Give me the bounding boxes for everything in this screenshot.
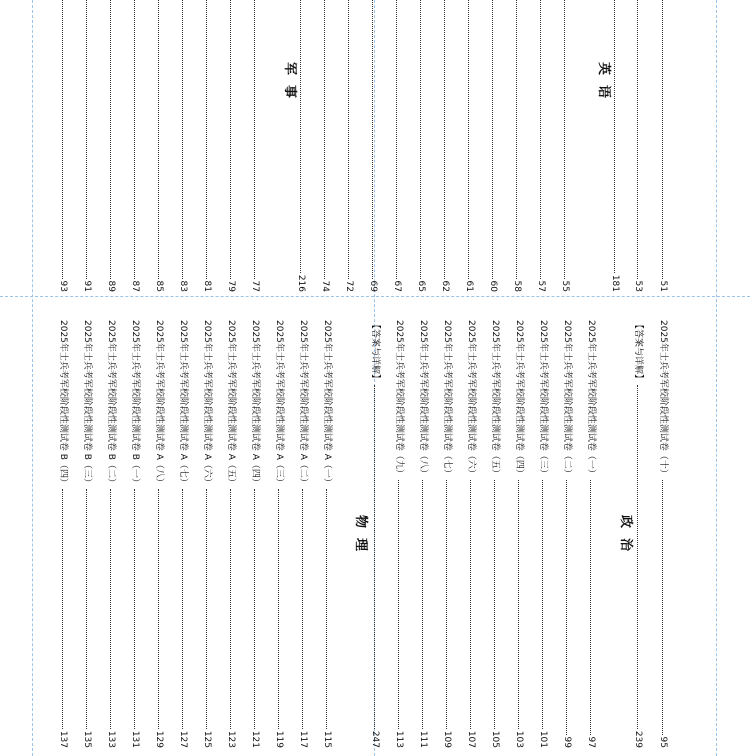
toc-entry-page: 131 bbox=[130, 730, 140, 748]
toc-entry-page: 117 bbox=[298, 730, 308, 748]
toc-entry-leader bbox=[303, 489, 304, 729]
toc-entry-leader bbox=[517, 0, 518, 279]
toc-entry-label: 2025年士兵考军校阶段性测试卷 A（一） bbox=[322, 320, 332, 487]
toc-entry-page: 137 bbox=[58, 730, 68, 748]
toc-entry-page: 103 bbox=[514, 730, 524, 748]
page-guide-left bbox=[32, 0, 33, 756]
toc-entry-leader bbox=[638, 385, 639, 729]
toc-entry-page: 123 bbox=[226, 730, 236, 748]
toc-entry-leader bbox=[255, 0, 256, 279]
toc-entry-page: 95 bbox=[658, 736, 668, 748]
toc-entry-leader bbox=[423, 480, 424, 729]
toc-entry-leader bbox=[447, 480, 448, 729]
toc-entry-label: 2025年士兵考军校阶段性测试卷（五） bbox=[490, 320, 500, 478]
toc-entry-page: 65 bbox=[416, 280, 426, 292]
page-divider bbox=[0, 296, 750, 297]
heading-military-text: 军事 bbox=[282, 62, 297, 109]
toc-entry-page: 53 bbox=[633, 280, 643, 292]
toc-entry-page: 101 bbox=[538, 730, 548, 748]
toc-entry-leader bbox=[567, 480, 568, 735]
toc-entry-leader bbox=[543, 480, 544, 729]
toc-entry-page: 99 bbox=[562, 736, 572, 748]
toc-entry-leader bbox=[87, 489, 88, 729]
toc-entry-label: 2025年士兵考军校阶段性测试卷（二） bbox=[562, 320, 572, 478]
toc-entry-label: 2025年士兵考军校阶段性测试卷（六） bbox=[466, 320, 476, 478]
toc-entry-label: 2025年士兵考军校阶段性测试卷（九） bbox=[394, 320, 404, 478]
toc-entry-leader bbox=[349, 0, 350, 279]
toc-entry-page: 93 bbox=[58, 280, 68, 292]
toc-entry-label: 2025年士兵考军校阶段性测试卷 B（四） bbox=[58, 320, 68, 487]
toc-entry-page: 67 bbox=[392, 280, 402, 292]
toc-entry-page: 216 bbox=[296, 274, 306, 292]
toc-entry-page: 89 bbox=[106, 280, 116, 292]
toc-entry-label: 2025年士兵考军校阶段性测试卷 A（三） bbox=[274, 320, 284, 487]
toc-entry-leader bbox=[541, 0, 542, 279]
toc-entry-leader bbox=[471, 480, 472, 729]
toc-entry-label: 2025年士兵考军校阶段性测试卷 A（五） bbox=[226, 320, 236, 487]
toc-entry-page: 105 bbox=[490, 730, 500, 748]
toc-entry-leader bbox=[111, 489, 112, 729]
toc-entry-leader bbox=[159, 489, 160, 729]
toc-entry-label: 2025年士兵考军校阶段性测试卷（一） bbox=[586, 320, 596, 478]
page-guide-right bbox=[716, 0, 717, 756]
toc-entry-label: 2025年士兵考军校阶段性测试卷 B（二） bbox=[106, 320, 116, 487]
toc-entry-page: 135 bbox=[82, 730, 92, 748]
toc-entry-label: 2025年士兵考军校阶段性测试卷（八） bbox=[418, 320, 428, 478]
toc-entry-page: 119 bbox=[274, 730, 284, 748]
toc-entry-page: 74 bbox=[320, 280, 330, 292]
toc-entry-page: 62 bbox=[440, 280, 450, 292]
toc-entry-leader bbox=[135, 0, 136, 279]
toc-entry-leader bbox=[615, 0, 616, 273]
toc-entry-leader bbox=[207, 489, 208, 729]
toc-entry-page: 81 bbox=[202, 280, 212, 292]
toc-entry-page: 72 bbox=[344, 280, 354, 292]
toc-entry-page: 83 bbox=[178, 280, 188, 292]
toc-entry-page: 79 bbox=[226, 280, 236, 292]
toc-entry-leader bbox=[375, 385, 376, 729]
toc-entry-leader bbox=[63, 0, 64, 279]
toc-entry-label: 2025年士兵考军校阶段性测试卷 A（四） bbox=[250, 320, 260, 487]
toc-entry-page: 77 bbox=[250, 280, 260, 292]
toc-entry-page: 61 bbox=[464, 280, 474, 292]
toc-entry-leader bbox=[231, 489, 232, 729]
toc-entry-leader bbox=[565, 0, 566, 279]
toc-entry-leader bbox=[135, 489, 136, 729]
toc-entry-page: 69 bbox=[368, 280, 378, 292]
toc-entry-page: 129 bbox=[154, 730, 164, 748]
toc-entry-leader bbox=[663, 0, 664, 279]
toc-entry-page: 111 bbox=[418, 730, 428, 748]
toc-entry-page: 57 bbox=[536, 280, 546, 292]
toc-entry-label: 2025年士兵考军校阶段性测试卷（四） bbox=[514, 320, 524, 478]
toc-entry-page: 58 bbox=[512, 280, 522, 292]
toc-entry-page: 60 bbox=[488, 280, 498, 292]
toc-entry-label: 2025年士兵考军校阶段性测试卷（三） bbox=[538, 320, 548, 478]
toc-entry-leader bbox=[207, 0, 208, 279]
toc-entry-leader bbox=[421, 0, 422, 279]
toc-entry-page: 127 bbox=[178, 730, 188, 748]
toc-entry-page: 181 bbox=[610, 274, 620, 292]
toc-entry-leader bbox=[638, 0, 639, 279]
toc-entry-page: 55 bbox=[560, 280, 570, 292]
toc-entry-leader bbox=[111, 0, 112, 279]
toc-entry-leader bbox=[469, 0, 470, 279]
toc-entry-page: 113 bbox=[394, 730, 404, 748]
toc-entry-leader bbox=[87, 0, 88, 279]
toc-entry-page: 107 bbox=[466, 730, 476, 748]
toc-entry-label: 2025年士兵考军校阶段性测试卷 A（七） bbox=[178, 320, 188, 487]
toc-entry-leader bbox=[397, 0, 398, 279]
toc-entry-leader bbox=[159, 0, 160, 279]
heading-english-text: 英语 bbox=[596, 62, 611, 109]
toc-entry-page: 121 bbox=[250, 730, 260, 748]
toc-entry-leader bbox=[663, 480, 664, 735]
toc-entry-label: 2025年士兵考军校阶段性测试卷 A（二） bbox=[298, 320, 308, 487]
toc-entry-leader bbox=[495, 480, 496, 729]
toc-entry-leader bbox=[325, 0, 326, 279]
toc-entry-leader bbox=[445, 0, 446, 279]
toc-entry-label: 2025年士兵考军校阶段性测试卷（七） bbox=[442, 320, 452, 478]
toc-entry-page: 247 bbox=[370, 730, 380, 748]
toc-entry-page: 87 bbox=[130, 280, 140, 292]
toc-entry-page: 109 bbox=[442, 730, 452, 748]
toc-entry-page: 97 bbox=[586, 736, 596, 748]
toc-entry-label: 2025年士兵考军校阶段性测试卷（十） bbox=[658, 320, 668, 478]
toc-entry-page: 91 bbox=[82, 280, 92, 292]
toc-entry-leader bbox=[519, 480, 520, 729]
toc-entry-page: 115 bbox=[322, 730, 332, 748]
toc-entry-leader bbox=[183, 489, 184, 729]
toc-entry-label: 2025年士兵考军校阶段性测试卷 A（八） bbox=[154, 320, 164, 487]
toc-entry-page: 125 bbox=[202, 730, 212, 748]
toc-entry-leader bbox=[327, 489, 328, 729]
toc-entry-page: 133 bbox=[106, 730, 116, 748]
toc-entry-page: 85 bbox=[154, 280, 164, 292]
toc-entry-label: 2025年士兵考军校阶段性测试卷 B（三） bbox=[82, 320, 92, 487]
toc-entry-leader bbox=[373, 0, 374, 279]
heading-politics-text: 政治 bbox=[618, 515, 633, 562]
toc-entry-leader bbox=[301, 0, 302, 273]
toc-entry-leader bbox=[255, 489, 256, 729]
toc-entry-label: 2025年士兵考军校阶段性测试卷 A（六） bbox=[202, 320, 212, 487]
toc-entry-leader bbox=[399, 480, 400, 729]
toc-entry-leader bbox=[493, 0, 494, 279]
heading-physics-text: 物理 bbox=[353, 515, 368, 562]
toc-entry-label: 2025年士兵考军校阶段性测试卷 B（一） bbox=[130, 320, 140, 487]
toc-entry-leader bbox=[591, 480, 592, 735]
toc-entry-leader bbox=[279, 489, 280, 729]
toc-entry-label: 【答案与详解】 bbox=[633, 320, 643, 384]
toc-entry-leader bbox=[63, 489, 64, 729]
toc-entry-leader bbox=[231, 0, 232, 279]
toc-entry-page: 51 bbox=[658, 280, 668, 292]
toc-entry-label: 【答案与详解】 bbox=[370, 320, 380, 384]
toc-entry-page: 239 bbox=[633, 730, 643, 748]
toc-entry-leader bbox=[183, 0, 184, 279]
